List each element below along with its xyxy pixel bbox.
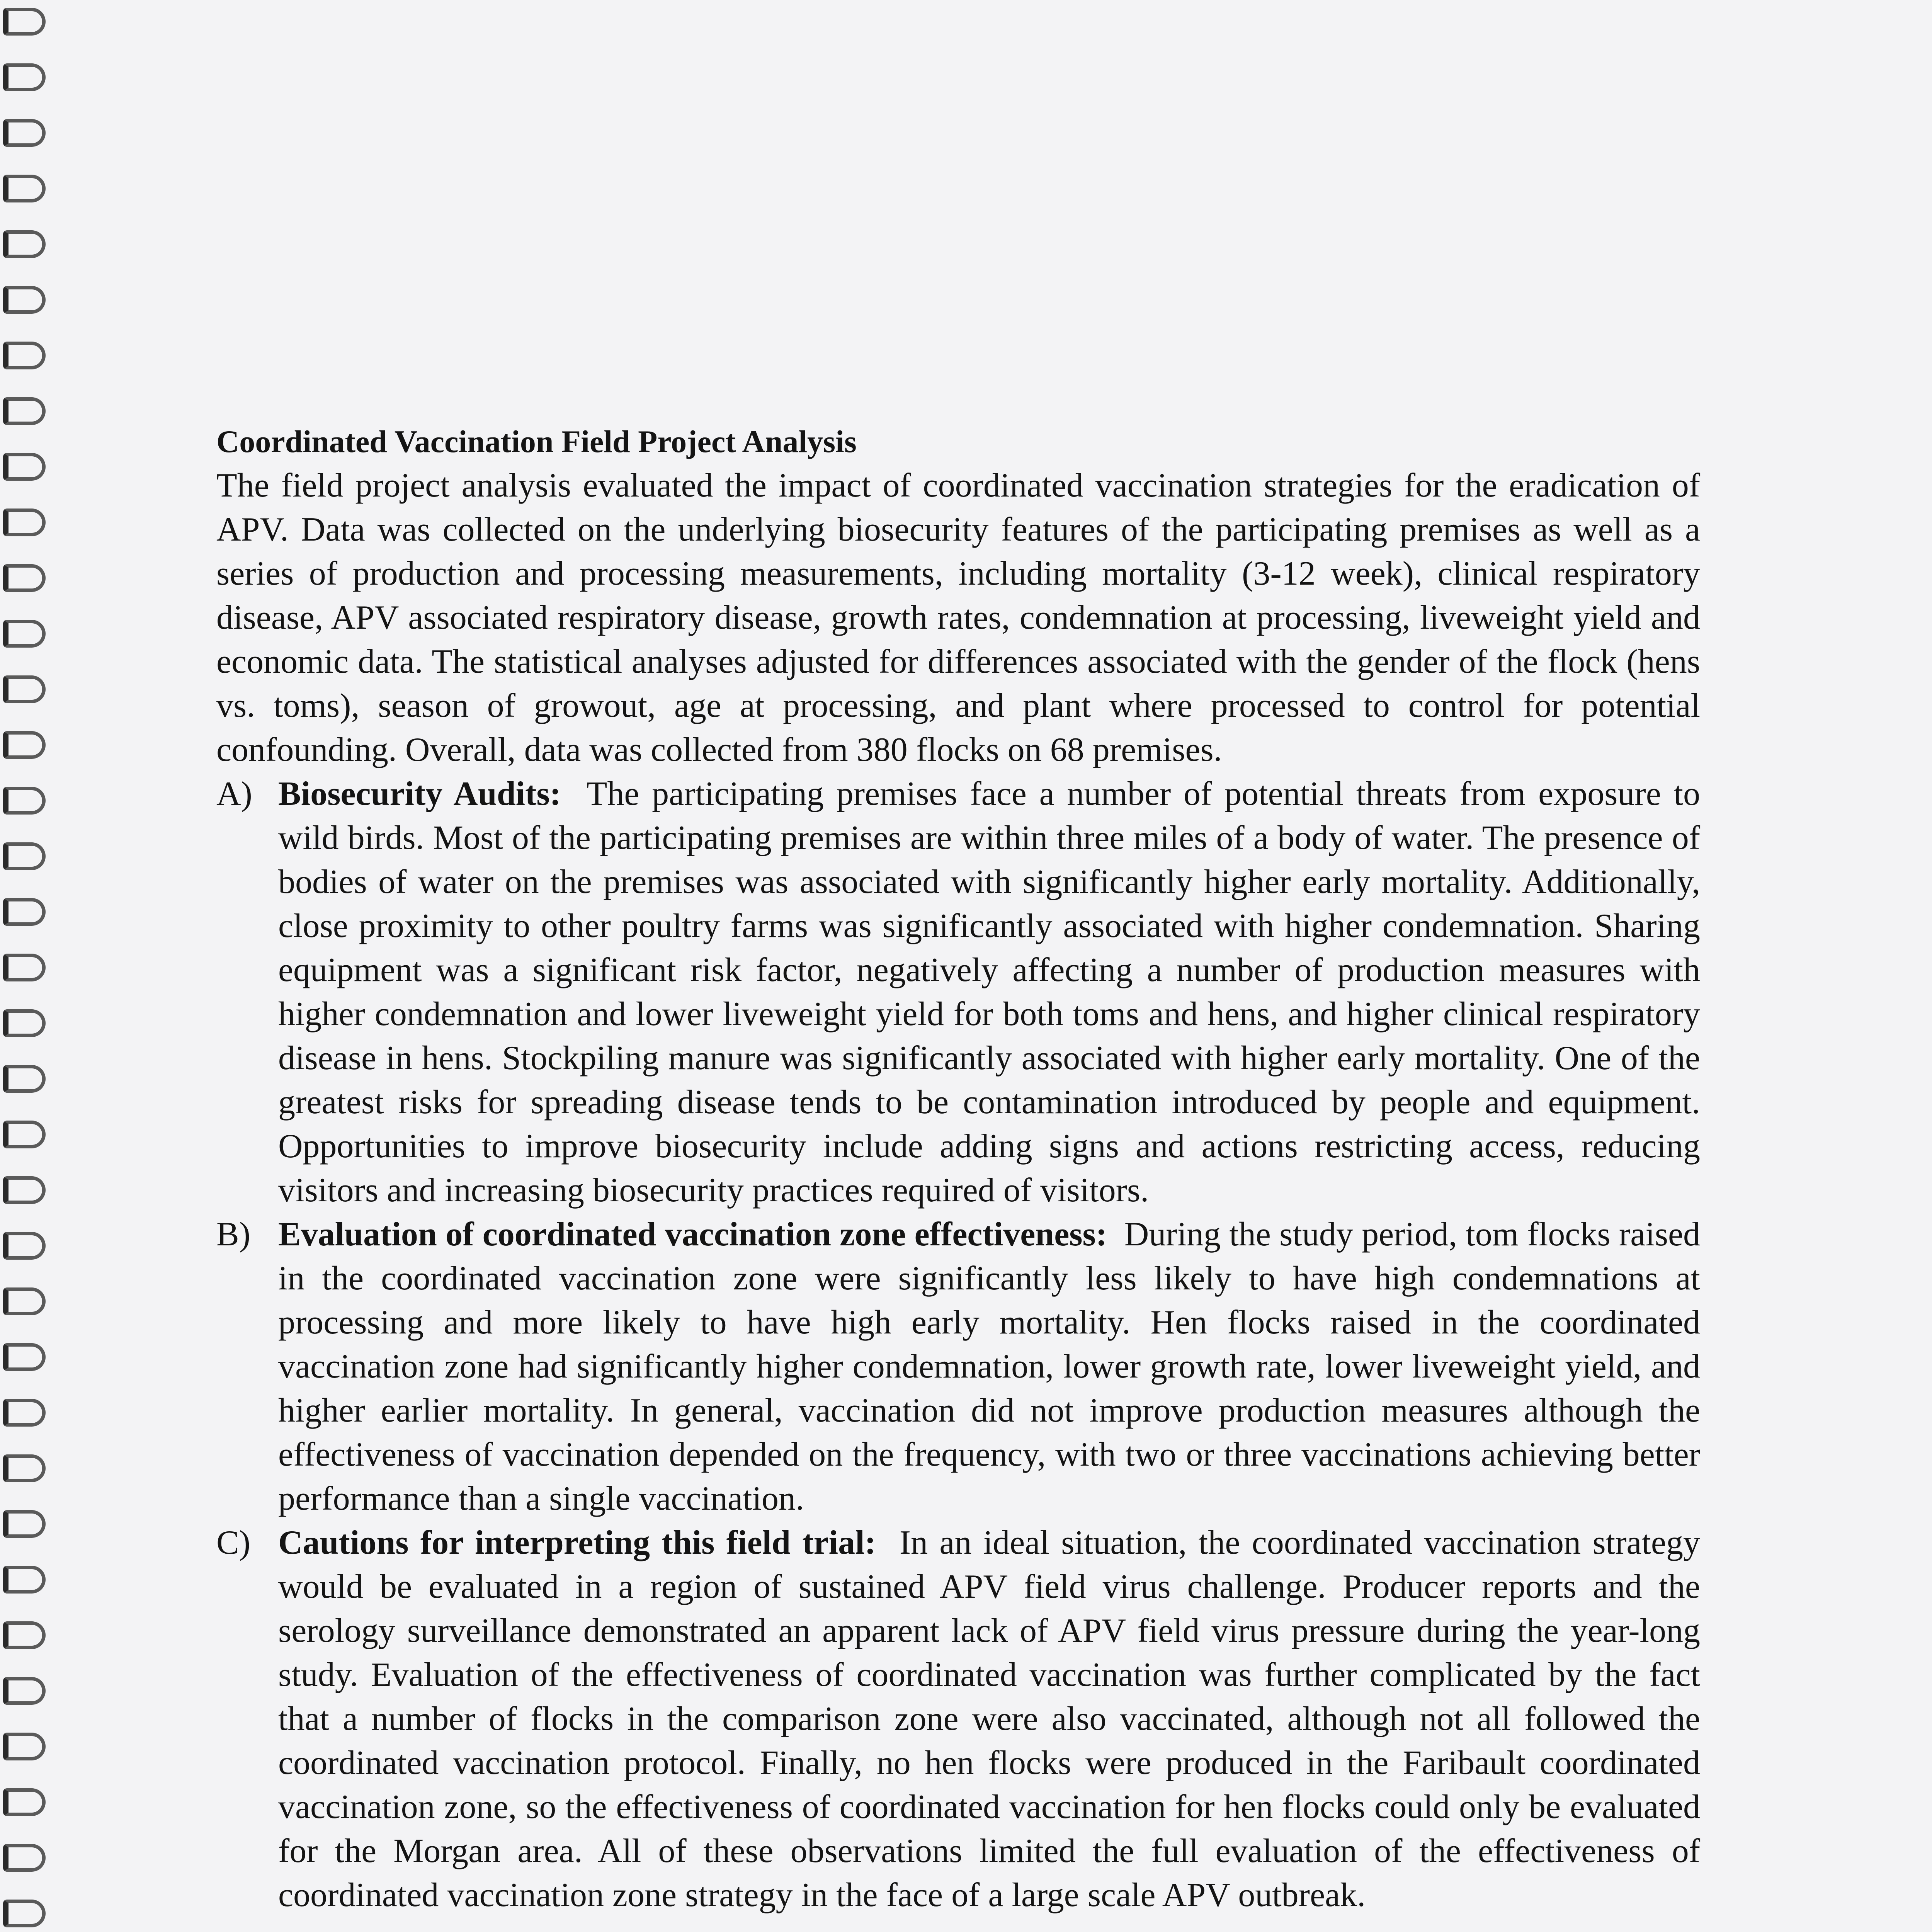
- binding-ring: [3, 731, 46, 759]
- binding-ring: [3, 1733, 46, 1760]
- binding-ring: [3, 286, 46, 314]
- binding-ring: [3, 1121, 46, 1148]
- item-marker: C): [216, 1524, 250, 1561]
- item-lead: Biosecurity Audits:: [278, 775, 561, 813]
- binding-ring: [3, 954, 46, 981]
- binding-ring: [3, 1566, 46, 1594]
- intro-paragraph: The field project analysis evaluated the impact of coordinated vaccination strategies for the eradication of APV. Data was collected on the underlying biosecurity features of the participating premises as well as a series of production and processing measurements, including mortality (3-12 week), clinical respiratory disease, APV associated respiratory disease, growth rates, condemnation at processing, liveweight yield and economic data. The statistical analyses adjusted for differences associated with the gender of the flock (hens vs. toms), season of growout, age at processing, and plant where processed to control for potential confounding. Overall, data was collected from 380 flocks on 68 premises.: [216, 467, 1700, 769]
- item-text: During the study period, tom flocks raised in the coordinated vaccination zone were significantly less likely to have high condemnations at processing and more likely to have high early mortality. Hen flocks raised in the coordinated vaccination zone had significantly higher condemnation, lower growth rate, lower liveweight yield, and higher earlier mortality. In general, vaccination did not improve production measures although the effectiveness of vaccination depended on the frequency, with two or three vaccinations achieving better performance than a single vaccination.: [278, 1216, 1701, 1517]
- binding-ring: [3, 1065, 46, 1093]
- binding-ring: [3, 1677, 46, 1705]
- list-item-biosecurity: [216, 772, 1700, 1213]
- content-area: [216, 419, 1700, 1917]
- binding-ring: [3, 1399, 46, 1427]
- binding-ring: [3, 342, 46, 369]
- item-text: The participating premises face a number of potential threats from exposure to wild birds. Most of the participating premises are within three miles of a body of water. The presence of bodies of water on the premises was associated with significantly higher early mortality. Additionally, close proximity to other poultry farms was significantly associated with higher condemnation. Sharing equipment was a significant risk factor, negatively affecting a number of production measures with higher condemnation and lower liveweight yield for both toms and hens, and higher clinical respiratory disease in hens. Stockpiling manure was significantly associated with higher early mortality. One of the greatest risks for spreading disease tends to be contamination introduced by people and equipment. Opportunities to improve biosecurity include adding signs and actions restricting access, reducing visitors and increasing biosecurity practices required of visitors.: [278, 775, 1701, 1209]
- binding-ring: [3, 1454, 46, 1482]
- binding-ring: [3, 397, 46, 425]
- binding-ring: [3, 1621, 46, 1649]
- list-item-zone-effectiveness: [216, 1213, 1700, 1521]
- binding-ring: [3, 1009, 46, 1037]
- section-heading: Coordinated Vaccination Field Project Analysis: [216, 424, 857, 459]
- binding-ring: [3, 620, 46, 648]
- binding-ring: [3, 898, 46, 926]
- binding-ring: [3, 842, 46, 870]
- binding-ring: [3, 1176, 46, 1204]
- binding-ring: [3, 1232, 46, 1260]
- list-item-cautions: [216, 1521, 1700, 1917]
- binding-ring: [3, 1510, 46, 1538]
- binding-ring: [3, 675, 46, 703]
- binding-ring: [3, 564, 46, 592]
- binding-ring: [3, 1844, 46, 1872]
- binding-ring: [3, 453, 46, 481]
- binding-ring: [3, 509, 46, 536]
- binding-ring: [3, 63, 46, 91]
- binding-ring: [3, 230, 46, 258]
- binding-ring: [3, 1343, 46, 1371]
- spiral-binding: [0, 8, 58, 1932]
- binding-ring: [3, 119, 46, 147]
- item-marker: B): [216, 1216, 250, 1253]
- binding-ring: [3, 1788, 46, 1816]
- binding-ring: [3, 787, 46, 815]
- binding-ring: [3, 1287, 46, 1315]
- item-marker: A): [216, 775, 252, 813]
- binding-ring: [3, 1900, 46, 1927]
- item-lead: Evaluation of coordinated vaccination zone effectiveness:: [278, 1216, 1107, 1253]
- binding-ring: [3, 8, 46, 36]
- item-lead: Cautions for interpreting this field trial:: [278, 1524, 876, 1561]
- item-text: In an ideal situation, the coordinated vaccination strategy would be evaluated in a region of sustained APV field virus challenge. Producer reports and the serology surveillance demonstrated an apparent lack of APV field virus pressure during the year-long study. Evaluation of the effectiveness of coordinated vaccination was further complicated by the fact that a number of flocks in the comparison zone were also vaccinated, although not all followed the coordinated vaccination protocol. Finally, no hen flocks were produced in the Faribault coordinated vaccination zone, so the effectiveness of coordinated vaccination for hen flocks could only be evaluated for the Morgan area. All of these observations limited the full evaluation of the effectiveness of coordinated vaccination zone strategy in the face of a large scale APV outbreak.: [278, 1524, 1700, 1914]
- binding-ring: [3, 175, 46, 202]
